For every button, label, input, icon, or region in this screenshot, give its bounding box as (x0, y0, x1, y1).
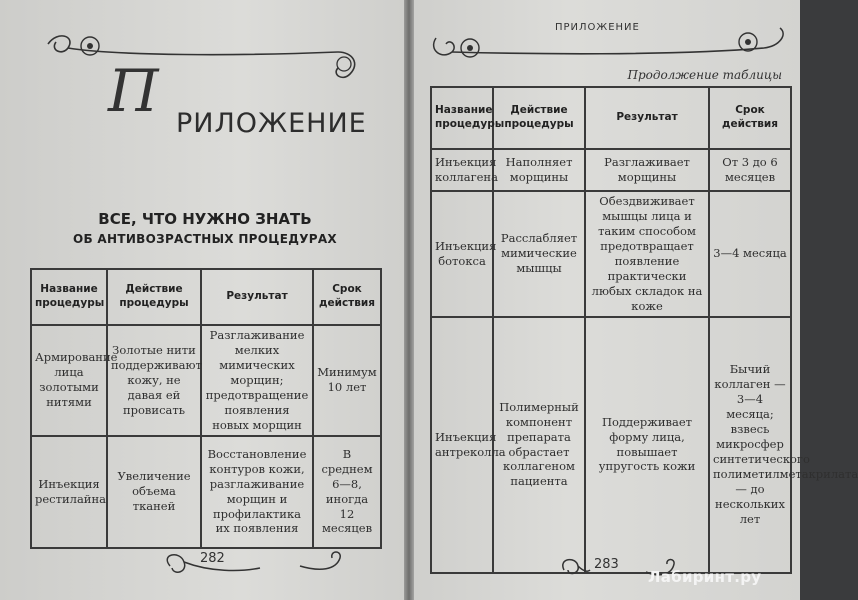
table-cell: Поддерживает форму лица, повышает упругость кожи (585, 317, 709, 573)
left-page (0, 0, 404, 600)
header-cell: Результат (585, 87, 709, 149)
table-row (31, 325, 381, 436)
table-cell: Восстановление контуров кожи, разглаживание морщин и профилактика их появления (201, 436, 313, 548)
procedures-table-right (430, 86, 858, 574)
header-cell: Срок действия (709, 87, 791, 149)
table-header-row (31, 269, 381, 325)
table-row (431, 191, 791, 317)
table-cell: Обездвиживает мышцы лица и таким способом предотвращает появление практически любых складок на коже (585, 191, 709, 317)
table-row (431, 149, 791, 191)
subheading-line-1: ВСЕ, ЧТО НУЖНО ЗНАТЬ (98, 210, 312, 228)
table-cell: 3—4 месяца (709, 191, 791, 317)
table-cell: Инъекция ботокса (431, 191, 493, 317)
flourish-ornament-top-left (38, 26, 368, 88)
table-continuation-label: Продолжение таблицы (627, 68, 782, 82)
header-cell: Срок действия (313, 269, 381, 325)
header-cell: Название процедуры (31, 269, 107, 325)
table-cell: Инъекция рестилайна (31, 436, 107, 548)
header-cell: Действие процедуры (493, 87, 585, 149)
table-cell: От 3 до 6 месяцев (709, 149, 791, 191)
page-number-right: 283 (594, 557, 619, 572)
table-cell: Минимум 10 лет (313, 325, 381, 436)
table-header-row (431, 87, 791, 149)
table-cell: Бычий коллаген — 3—4 месяца; взвесь микросфер синтетического полиметилметакрилата — до нескольких лет (709, 317, 791, 573)
table-cell: Армирование лица золотыми нитями (31, 325, 107, 436)
running-header: ПРИЛОЖЕНИЕ (555, 22, 640, 33)
header-cell: Результат (201, 269, 313, 325)
table-cell: Золотые нити поддерживают кожу, не давая ей провисать (107, 325, 201, 436)
table-row (431, 317, 791, 573)
table-cell: Наполняет морщины (493, 149, 585, 191)
table-cell: Инъекция коллагена (431, 149, 493, 191)
header-cell: Действие процедуры (107, 269, 201, 325)
table-cell: Расслабляет мимические мышцы (493, 191, 585, 317)
book-spine-gutter (404, 0, 414, 600)
flourish-ornament-bottom-left (150, 546, 350, 586)
table-cell: Разглаживание мелких мимических морщин; предотвращение появления новых морщин (201, 325, 313, 436)
page-number-left: 282 (200, 551, 225, 566)
page-title: РИЛОЖЕНИЕ (176, 108, 367, 139)
table-cell: Полимерный компонент препарата обрастает коллагеном пациента (493, 317, 585, 573)
table-cell: В среднем 6—8, иногда 12 месяцев (313, 436, 381, 548)
right-page (414, 0, 858, 600)
watermark-labirint: Лабиринт.ру (648, 568, 762, 586)
table-cell: Увеличение объема тканей (107, 436, 201, 548)
table-row (31, 436, 381, 548)
header-cell: Название процедуры (431, 87, 493, 149)
table-cell: Инъекция антреколла (431, 317, 493, 573)
title-initial: П (108, 57, 159, 125)
table-cell: Разглаживает морщины (585, 149, 709, 191)
subheading-line-2: ОБ АНТИВОЗРАСТНЫХ ПРОЦЕДУРАХ (73, 232, 337, 246)
procedures-table-left (30, 268, 382, 549)
